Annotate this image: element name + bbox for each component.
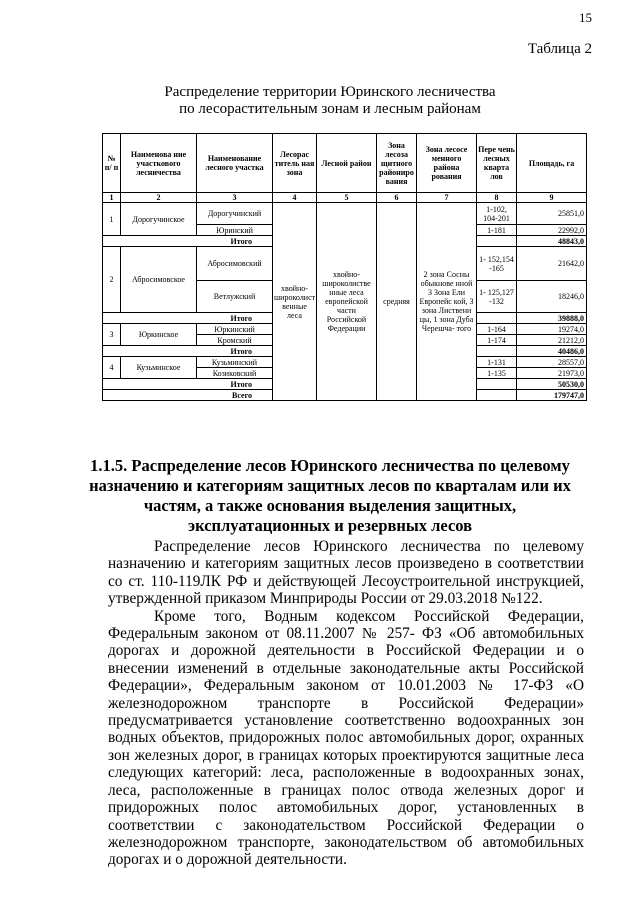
- subtotal-label: Итого: [103, 313, 273, 324]
- section-heading-line: 1.1.5. Распределение лесов Юринского лесничества по целевому: [90, 456, 570, 475]
- column-number: 9: [517, 193, 587, 203]
- quarters-cell: 1- 152,154 -165: [477, 247, 517, 281]
- quarters-cell: 1-131: [477, 357, 517, 368]
- subtotal-value: 39888,0: [517, 313, 587, 324]
- header-cell: Площадь, га: [517, 134, 587, 193]
- subtotal-label: Итого: [103, 379, 273, 390]
- header-cell: № п/ п: [103, 134, 121, 193]
- subtotal-value: 50530,0: [517, 379, 587, 390]
- area-cell: 19274,0: [517, 324, 587, 335]
- grand-total-label: Всего: [103, 390, 273, 401]
- area-cell: 21973,0: [517, 368, 587, 379]
- paragraph: Кроме того, Водным кодексом Российской Федерации, Федеральным законом от 08.11.2007 № 257- ФЗ «Об автомобильных дорогах и дорожной деятельности в Российской Федерации и о внесении изменений в отдельные законодательные акты Российской Федерации», Федеральным законом от 10.01.2003 № 17-ФЗ «О железнодорожном транспорте в Российской Федерации» предусматривается установление соответственно водоохранных зон водных объектов, придорожных полос автомобильных дорог, охранных зон железных дорог, в границах которых проектируются защитные леса следующих категорий: леса, расположенные в водоохранных зонах, леса, расположенные в границах полос отвода железных дорог и придорожных полос автомобильных дорог, установленных в соответствии с законодательством Российской Федерации о железнодорожном транспорте, законодательством об автомобильных дорогах и о дорожной деятельности.: [108, 607, 584, 869]
- quarters-cell: 1-135: [477, 368, 517, 379]
- forest-plot-name: Юринский: [197, 225, 273, 236]
- quarters-cell: 1-102, 104-201: [477, 203, 517, 225]
- group-number: 3: [103, 324, 121, 346]
- group-number: 4: [103, 357, 121, 379]
- empty-cell: [477, 346, 517, 357]
- area-cell: 25851,0: [517, 203, 587, 225]
- column-number: 6: [377, 193, 417, 203]
- area-cell: 22992,0: [517, 225, 587, 236]
- quarters-cell: 1-174: [477, 335, 517, 346]
- district-name: Юркинское: [121, 324, 197, 346]
- table-title-line: по лесорастительным зонам и лесным районам: [179, 101, 481, 117]
- section-heading: [60, 456, 600, 536]
- paragraph: Распределение лесов Юринского лесничества по целевому назначению и категориям защитных лесов произведено в соответствии со ст. 110-119ЛК РФ и действующей Лесоустроительной инструкцией, утвержденной приказом Минприроды России от 29.03.2018 №122.: [108, 538, 584, 608]
- quarters-cell: 1- 125,127 -132: [477, 281, 517, 313]
- forest-plot-name: Ветлужский: [197, 281, 273, 313]
- body-text: [108, 538, 584, 869]
- column-number: 1: [103, 193, 121, 203]
- column-number: 7: [417, 193, 477, 203]
- area-cell: 18246,0: [517, 281, 587, 313]
- column-number: 3: [197, 193, 273, 203]
- header-cell: Лесной район: [317, 134, 377, 193]
- quarters-cell: 1-181: [477, 225, 517, 236]
- table-label: Таблица 2: [527, 41, 592, 57]
- subtotal-label: Итого: [103, 346, 273, 357]
- quarters-cell: 1-164: [477, 324, 517, 335]
- district-name: Дорогучинское: [121, 203, 197, 236]
- page-number: 15: [579, 10, 592, 25]
- empty-cell: [477, 379, 517, 390]
- subtotal-value: 40486,0: [517, 346, 587, 357]
- section-heading-line: частям, а также основания выделения защитных,: [143, 496, 517, 515]
- table-title: [80, 84, 580, 118]
- forest-distribution-table: [102, 133, 587, 401]
- column-number: 2: [121, 193, 197, 203]
- empty-cell: [477, 236, 517, 247]
- column-number-row: [103, 193, 587, 203]
- header-row: [103, 134, 587, 193]
- empty-cell: [477, 390, 517, 401]
- seed-zone-cell: 2 зона Сосны обыкнове нной 3 Зона Ели Европейс кой, 3 зона Листвени цы, 1 зона Дуба Черешча- того: [417, 203, 477, 401]
- header-cell: Зона лесоза щитного райониро вания: [377, 134, 417, 193]
- column-number: 8: [477, 193, 517, 203]
- table-row: [103, 203, 587, 225]
- district-name: Кузьминское: [121, 357, 197, 379]
- area-cell: 28557,0: [517, 357, 587, 368]
- subtotal-label: Итого: [103, 236, 273, 247]
- column-number: 4: [273, 193, 317, 203]
- header-cell: Лесорас титель ная зона: [273, 134, 317, 193]
- subtotal-value: 48843,0: [517, 236, 587, 247]
- protection-zone-cell: средняя: [377, 203, 417, 401]
- grand-total-value: 179747,0: [517, 390, 587, 401]
- column-number: 5: [317, 193, 377, 203]
- section-heading-line: назначению и категориям защитных лесов по кварталам или их: [89, 476, 571, 495]
- forest-region-cell: хвойно- широколистве нные леса европейской части Российской Федерации: [317, 203, 377, 401]
- table-title-line: Распределение территории Юринского лесничества: [164, 84, 496, 100]
- header-cell: Наименование лесного участка: [197, 134, 273, 193]
- group-number: 2: [103, 247, 121, 313]
- forest-plot-name: Абросимовский: [197, 247, 273, 281]
- area-cell: 21212,0: [517, 335, 587, 346]
- forest-plot-name: Юркинский: [197, 324, 273, 335]
- header-cell: Зона лесосе менного района рования: [417, 134, 477, 193]
- forest-plot-name: Дорогучинский: [197, 203, 273, 225]
- district-name: Абросимовское: [121, 247, 197, 313]
- area-cell: 21642,0: [517, 247, 587, 281]
- forest-plot-name: Кузьминский: [197, 357, 273, 368]
- forest-zone-cell: хвойно- широколист венные леса: [273, 203, 317, 401]
- empty-cell: [477, 313, 517, 324]
- forest-plot-name: Козиковский: [197, 368, 273, 379]
- section-heading-line: эксплуатационных и резервных лесов: [187, 516, 473, 535]
- forest-plot-name: Кромский: [197, 335, 273, 346]
- group-number: 1: [103, 203, 121, 236]
- header-cell: Наименова ние участкового лесничества: [121, 134, 197, 193]
- header-cell: Пере чень лесных кварта лов: [477, 134, 517, 193]
